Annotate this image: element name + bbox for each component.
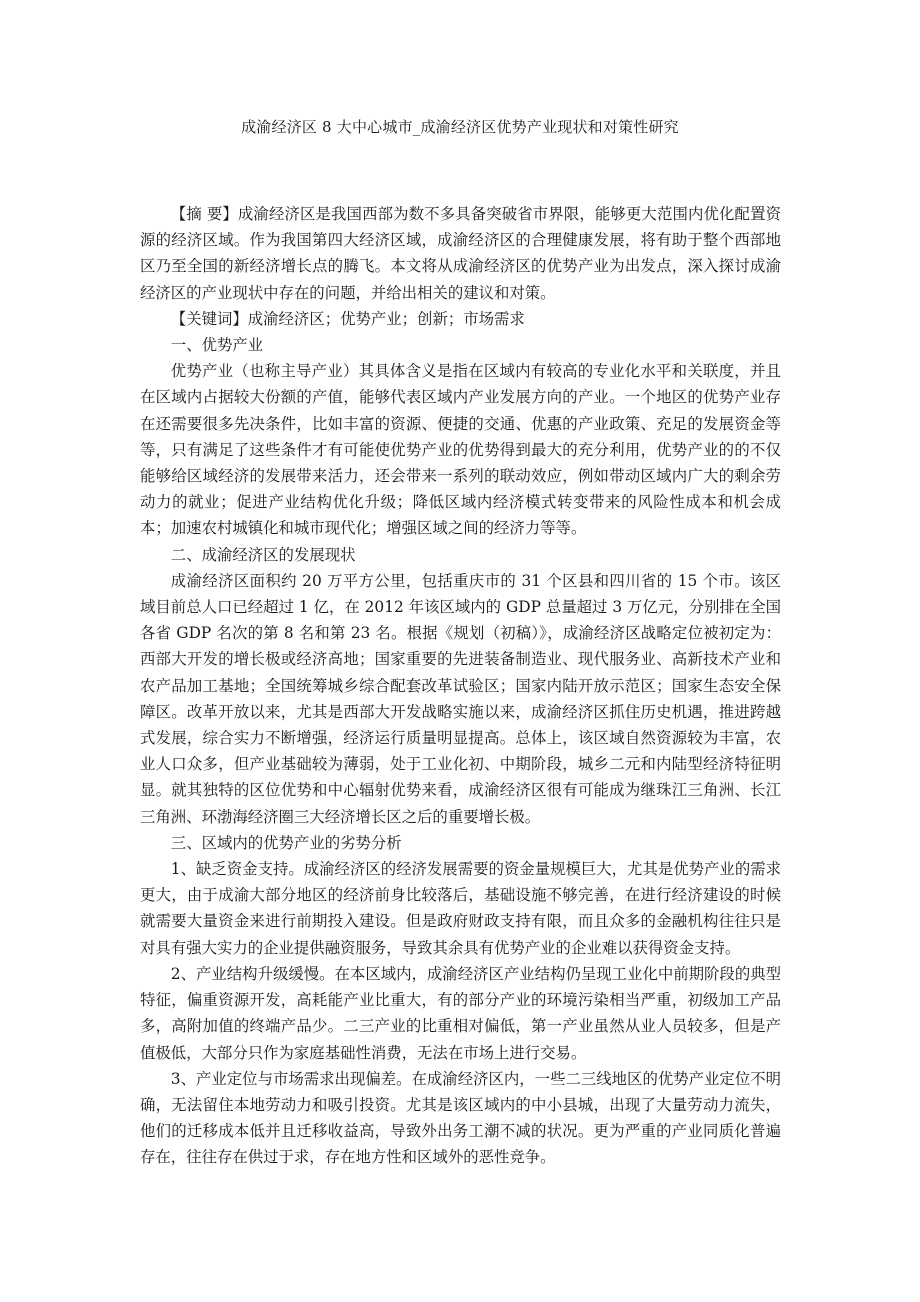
body-paragraph: 2、产业结构升级缓慢。在本区域内，成渝经济区产业结构仍呈现工业化中前期阶段的典型特征，偏重资源开发，高耗能产业比重大，有的部分产业的环境污染相当严重，初级加工产品多，高附加值的终端产品少。二三产业的比重相对偏低，第一产业虽然从业人员较多，但是产值极低，大部分只作为家庭基础性消费，无法在市场上进行交易。 [140,964,781,1062]
abstract-paragraph: 【摘 要】成渝经济区是我国西部为数不多具备突破省市界限，能够更大范围内优化配置资源的经济区域。作为我国第四大经济区域，成渝经济区的合理健康发展，将有助于整个西部地区乃至全国的新经济增长点的腾飞。本文将从成渝经济区的优势产业为出发点，深入探讨成渝经济区的产业现状中存在的问题，并给出相关的建议和对策。 [140,205,781,302]
section-heading-1: 一、优势产业 [170,336,264,355]
body-paragraph: 优势产业（也称主导产业）其具体含义是指在区域内有较高的专业化水平和关联度，并且在区域内占据较大份额的产值，能够代表区域内产业发展方向的产业。一个地区的优势产业存在还需要很多先决条件，比如丰富的资源、便捷的交通、优惠的产业政策、充足的发展资金等等，只有满足了这些条件才有可能使优势产业的优势得到最大的充分利用，优势产业的的不仅能够给区域经济的发展带来活力，还会带来一系列的联动效应，例如带动区域内广大的剩余劳动力的就业；促进产业结构优化升级；降低区域内经济模式转变带来的风险性成本和机会成本；加速农村城镇化和城市现代化；增强区域之间的经济力等等。 [140,362,781,538]
body-paragraph: 成渝经济区面积约 20 万平方公里，包括重庆市的 31 个区县和四川省的 15 个市。该区域目前总人口已经超过 1 亿，在 2012 年该区域内的 GDP 总量超过 3 万亿元，分别排在全国各省 GDP 名次的第 8 名和第 23 名。根据《规划（初稿）》，成渝经济区战略定位被初定为：西部大开发的增长极或经济高地；国家重要的先进装备制造业、现代服务业、高新技术产业和农产品加工基地；全国统筹城乡综合配套改革试验区；国家内陆开放示范区；国家生态安全保障区。改革开放以来，尤其是西部大开发战略实施以来，成渝经济区抓住历史机遇，推进跨越式发展，综合实力不断增强，经济运行质量明显提高。总体上，该区域自然资源较为丰富，农业人口众多，但产业基础较为薄弱，处于工业化初、中期阶段，城乡二元和内陆型经济特征明显。就其独特的区位优势和中心辐射优势来看，成渝经济区很有可能成为继珠江三角洲、长江三角洲、环渤海经济圈三大经济增长区之后的重要增长极。 [140,571,781,826]
document-body [140,201,781,1171]
body-paragraph: 3、产业定位与市场需求出现偏差。在成渝经济区内，一些二三线地区的优势产业定位不明确，无法留住本地劳动力和吸引投资。尤其是该区域内的中小县城，出现了大量劳动力流失，他们的迁移成本低并且迁移收益高，导致外出务工潮不减的状况。更为严重的产业同质化普遍存在，往往存在供过于求，存在地方性和区域外的恶性竞争。 [140,1069,781,1167]
section-heading-3: 三、区域内的优势产业的劣势分析 [170,833,402,852]
keywords-paragraph: 【关键词】成渝经济区；优势产业；创新；市场需求 [170,309,525,328]
section-heading-2: 二、成渝经济区的发展现状 [170,545,356,564]
document-title: 成渝经济区 8 大中心城市_成渝经济区优势产业现状和对策性研究 [241,118,679,136]
body-paragraph: 1、缺乏资金支持。成渝经济区的经济发展需要的资金量规模巨大，尤其是优势产业的需求更大，由于成渝大部分地区的经济前身比较落后，基础设施不够完善，在进行经济建设的时候就需要大量资金来进行前期投入建设。但是政府财政支持有限，而且众多的金融机构往往只是对具有强大实力的企业提供融资服务，导致其余具有优势产业的企业难以获得资金支持。 [140,860,781,957]
